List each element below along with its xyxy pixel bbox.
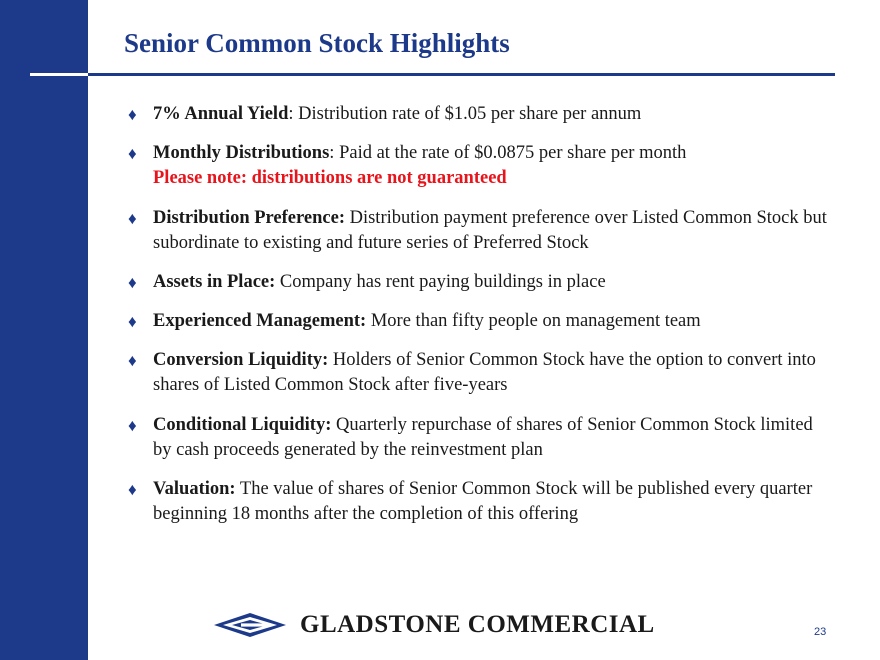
sidebar-notch-line xyxy=(30,73,88,76)
bullet-text: Holders of Senior Common Stock have the option to convert into shares of Listed Common Stock after five-years xyxy=(153,350,816,396)
highlights-list xyxy=(128,102,828,541)
diamond-bullet-icon: ♦ xyxy=(128,351,137,371)
bullet-term: Conversion Liquidity: xyxy=(153,350,329,371)
bullet-term: Conditional Liquidity: xyxy=(153,414,332,435)
diamond-bullet-icon: ♦ xyxy=(128,208,137,228)
bullet-experienced-management xyxy=(128,309,828,334)
diamond-bullet-icon: ♦ xyxy=(128,415,137,435)
diamond-bullet-icon: ♦ xyxy=(128,312,137,332)
left-sidebar-band xyxy=(0,0,88,660)
diamond-bullet-icon: ♦ xyxy=(128,272,137,292)
bullet-term: Assets in Place: xyxy=(153,271,276,292)
diamond-bullet-icon: ♦ xyxy=(128,480,137,500)
bullet-text: Company has rent paying buildings in place xyxy=(279,271,606,292)
company-logo xyxy=(212,611,655,639)
bullet-separator: : xyxy=(329,143,340,164)
bullet-text: More than fifty people on management team xyxy=(370,311,701,332)
slide-title: Senior Common Stock Highlights xyxy=(124,28,510,58)
bullet-conversion-liquidity xyxy=(128,348,828,398)
bullet-text: Paid at the rate of $0.0875 per share per month xyxy=(339,143,687,164)
bullet-assets-in-place xyxy=(128,270,828,295)
bullet-term: Distribution Preference: xyxy=(153,207,345,228)
bullet-valuation xyxy=(128,477,828,527)
distribution-warning-note: Please note: distributions are not guaranteed xyxy=(153,168,507,189)
bullet-text: Quarterly repurchase of shares of Senior Common Stock limited by cash proceeds generated by the reinvestment plan xyxy=(153,414,813,460)
bullet-term: Valuation: xyxy=(153,479,236,500)
company-logo-text: GLADSTONE COMMERCIAL xyxy=(300,611,655,638)
gladstone-chevron-logo-icon xyxy=(212,611,288,639)
bullet-term: Experienced Management: xyxy=(153,311,367,332)
bullet-term: Monthly Distributions xyxy=(153,143,330,164)
bullet-term: 7% Annual Yield xyxy=(153,104,289,124)
bullet-conditional-liquidity xyxy=(128,413,828,463)
bullet-text: Distribution rate of $1.05 per share per annum xyxy=(298,104,642,124)
bullet-text: The value of shares of Senior Common Stock will be published every quarter beginning 18 months after the completion of this offering xyxy=(153,479,813,525)
bullet-text: Distribution payment preference over Listed Common Stock but subordinate to existing and future series of Preferred Stock xyxy=(153,207,827,253)
bullet-separator: : xyxy=(288,104,299,124)
bullet-annual-yield xyxy=(128,102,828,127)
bullet-monthly-distributions xyxy=(128,141,828,191)
title-rule xyxy=(88,73,835,76)
bullet-distribution-preference xyxy=(128,206,828,256)
diamond-bullet-icon: ♦ xyxy=(128,144,137,164)
diamond-bullet-icon: ♦ xyxy=(128,105,137,124)
page-number: 23 xyxy=(814,626,827,638)
